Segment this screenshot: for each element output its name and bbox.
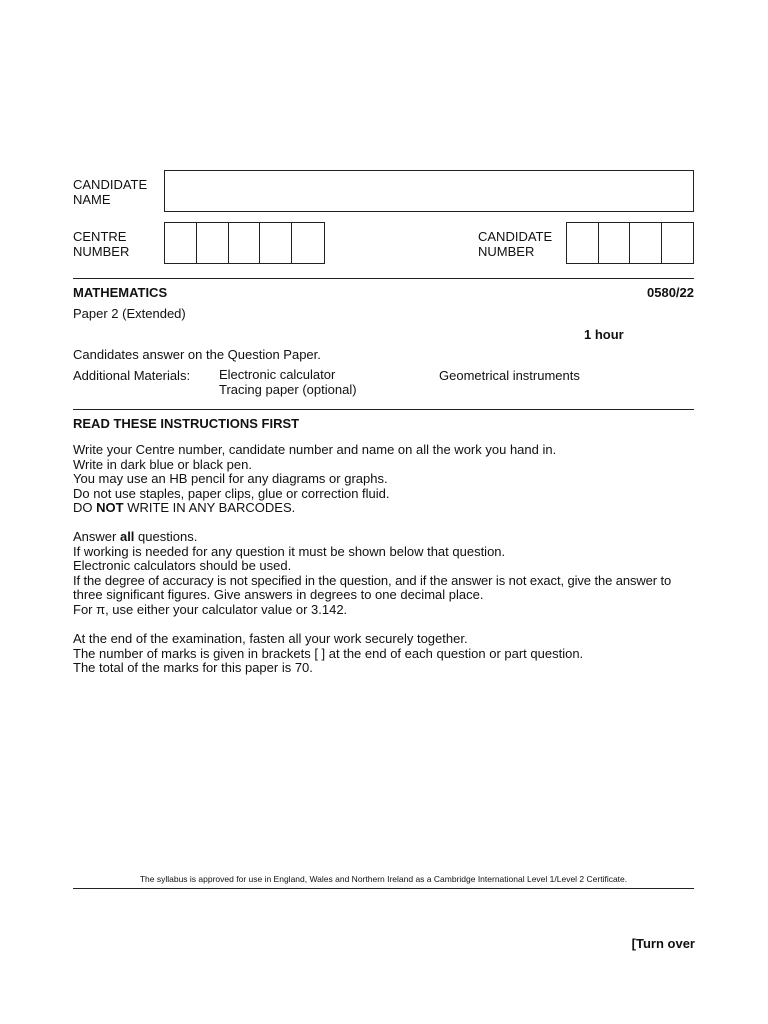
instruction-line: Do not use staples, paper clips, glue or correction fluid. — [73, 485, 390, 501]
centre-number-label-line1: CENTRE — [73, 229, 127, 244]
instructions-block-2 — [73, 530, 695, 618]
instruction-line: Answer all questions. — [73, 529, 198, 544]
material-item: Tracing paper (optional) — [219, 381, 357, 397]
candidate-number-label-line2: NUMBER — [478, 244, 535, 259]
instructions-block-3 — [73, 632, 695, 676]
centre-number-label — [73, 229, 129, 259]
instruction-line: For π, use either your calculator value or 3.142. — [73, 601, 348, 617]
candidate-number-label — [478, 229, 552, 259]
centre-number-field[interactable] — [164, 222, 325, 264]
turn-over-note: [Turn over — [631, 936, 695, 951]
material-item: Geometrical instruments — [439, 368, 580, 383]
centre-number-cell[interactable] — [165, 223, 197, 263]
centre-number-cell[interactable] — [229, 223, 261, 263]
instructions-block-1 — [73, 443, 695, 516]
candidate-number-field[interactable] — [566, 222, 694, 264]
candidate-name-field[interactable] — [164, 170, 694, 212]
instruction-line: Electronic calculators should be used. — [73, 558, 292, 574]
instructions-heading: READ THESE INSTRUCTIONS FIRST — [73, 416, 300, 431]
candidate-number-cell[interactable] — [630, 223, 662, 263]
candidate-name-label-line1: CANDIDATE — [73, 177, 148, 192]
paper-name: Paper 2 (Extended) — [73, 306, 186, 321]
materials-label: Additional Materials: — [73, 368, 191, 383]
instruction-line: Write your Centre number, candidate number and name on all the work you hand in. — [73, 442, 557, 457]
divider — [73, 409, 694, 410]
material-item: Electronic calculator — [219, 367, 336, 382]
subject-title: MATHEMATICS — [73, 285, 168, 300]
instruction-line: You may use an HB pencil for any diagrams or graphs. — [73, 471, 388, 487]
paper-code: 0580/22 — [647, 285, 694, 300]
centre-number-cell[interactable] — [197, 223, 229, 263]
footer-divider — [73, 888, 694, 889]
answer-on-note: Candidates answer on the Question Paper. — [73, 347, 321, 362]
instruction-line: DO NOT WRITE IN ANY BARCODES. — [73, 500, 296, 516]
instruction-line: Write in dark blue or black pen. — [73, 456, 252, 472]
centre-number-label-line2: NUMBER — [73, 244, 130, 259]
instruction-line: If the degree of accuracy is not specified in the question, and if the answer is not exact, give the answer to — [73, 572, 672, 588]
instruction-line: three significant figures. Give answers in degrees to one decimal place. — [73, 587, 484, 603]
divider — [73, 278, 694, 279]
candidate-number-cell[interactable] — [662, 223, 693, 263]
candidate-number-label-line1: CANDIDATE — [478, 229, 553, 244]
candidate-name-label — [73, 177, 147, 207]
instruction-line: The number of marks is given in brackets [ ] at the end of each question or part question. — [73, 645, 584, 661]
instruction-line: The total of the marks for this paper is 70. — [73, 660, 313, 676]
candidate-number-cell[interactable] — [599, 223, 631, 263]
materials-list — [219, 368, 357, 397]
centre-number-cell[interactable] — [260, 223, 292, 263]
duration: 1 hour — [584, 327, 624, 342]
candidate-number-cell[interactable] — [567, 223, 599, 263]
syllabus-note: The syllabus is approved for use in England, Wales and Northern Ireland as a Cambridge International Level 1/Level 2 Certificate. — [139, 874, 628, 884]
candidate-name-label-line2: NAME — [73, 192, 111, 207]
instruction-line: If working is needed for any question it must be shown below that question. — [73, 543, 506, 559]
instruction-line: At the end of the examination, fasten all your work securely together. — [73, 631, 468, 646]
centre-number-cell[interactable] — [292, 223, 324, 263]
